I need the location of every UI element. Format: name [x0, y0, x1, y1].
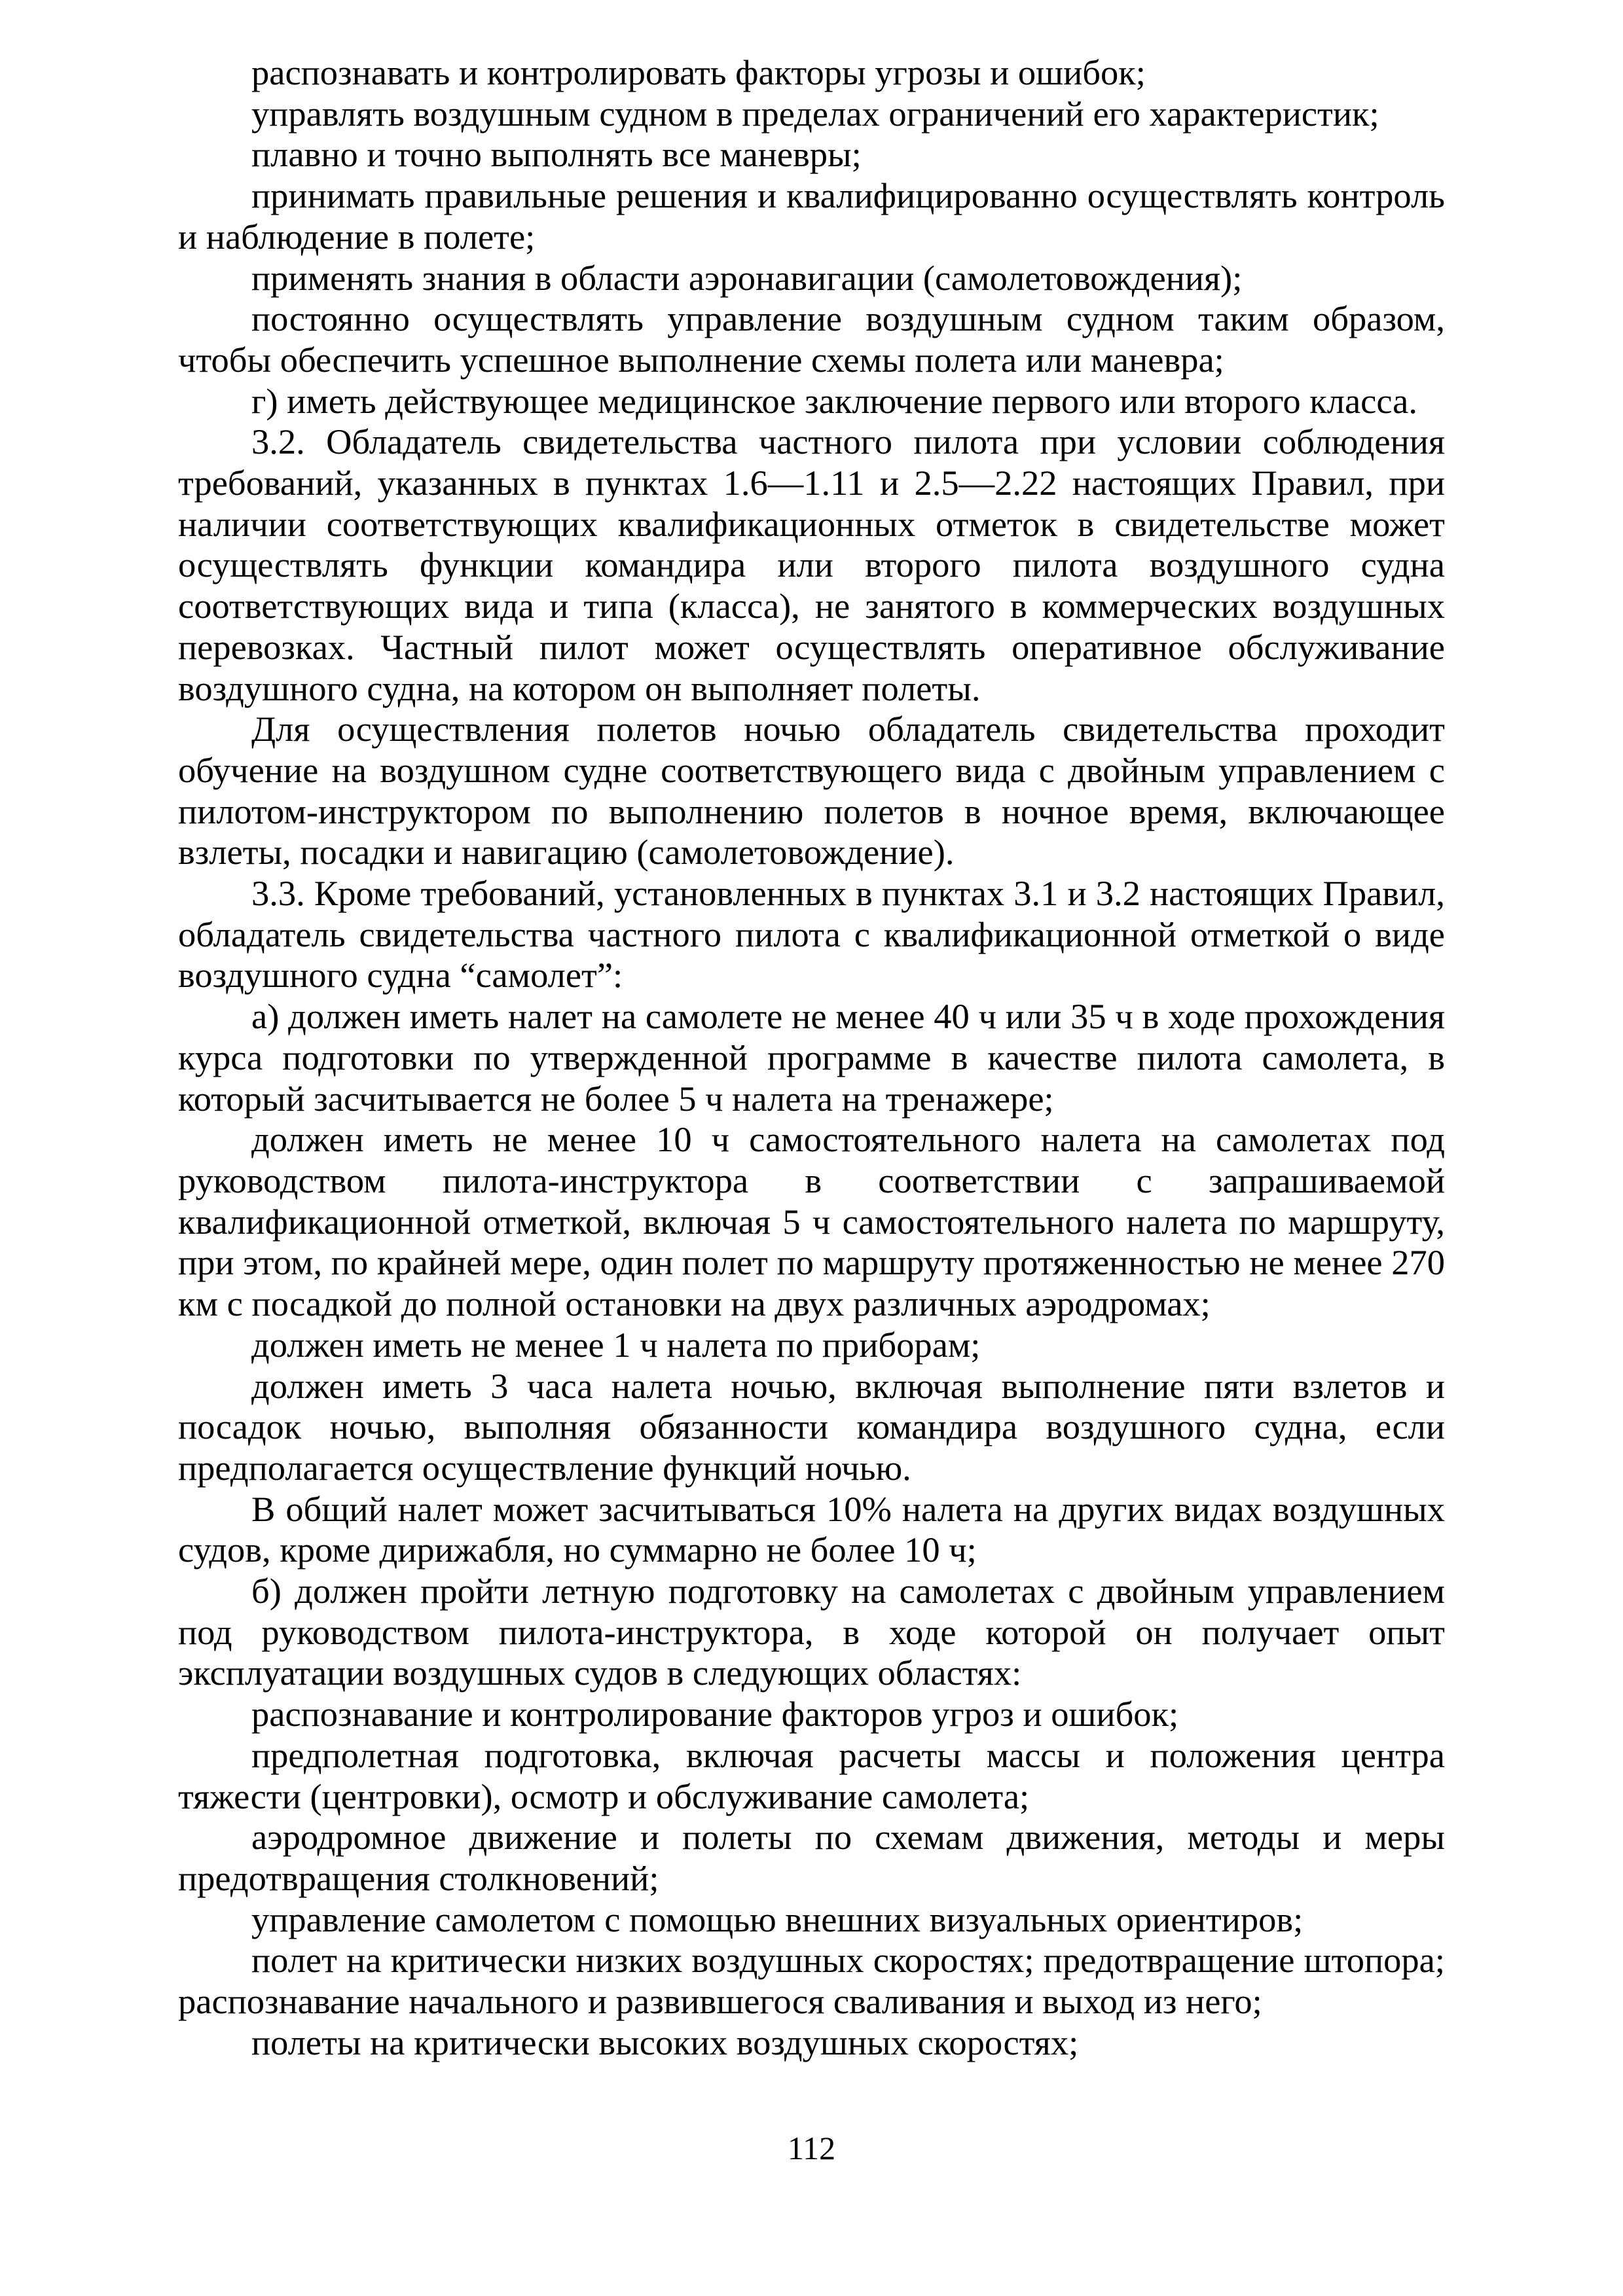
paragraph: г) иметь действующее медицинское заключение первого или второго класса. [251, 380, 1417, 421]
paragraph: В общий налет может засчитываться 10% налета на других видах воздушных судов, кроме дирижабля, но суммарно не более 10 ч; [178, 1488, 1445, 1570]
paragraph: плавно и точно выполнять все маневры; [251, 134, 862, 175]
paragraph: аэродромное движение и полеты по схемам движения, методы и меры предотвращения столкновений; [178, 1817, 1445, 1898]
paragraph: Для осуществления полетов ночью обладатель свидетельства проходит обучение на воздушном судне соответствующего вида с двойным управлением с пилотом-инструктором по выполнению полетов в ночное время, включающее взлеты, посадки и навигацию (самолетовождение). [178, 709, 1445, 872]
paragraph: распознавать и контролировать факторы угрозы и ошибок; [251, 52, 1146, 92]
paragraph: распознавание и контролирование факторов угроз и ошибок; [251, 1694, 1179, 1734]
paragraph: применять знания в области аэронавигации (самолетовождения); [251, 257, 1243, 298]
paragraph: принимать правильные решения и квалифицированно осуществлять контроль и наблюдение в полете; [178, 175, 1445, 257]
paragraph: должен иметь не менее 1 ч налета по приборам; [251, 1324, 981, 1365]
paragraph: управлять воздушным судном в пределах ограничений его характеристик; [251, 93, 1379, 134]
document-body [178, 52, 1445, 2063]
paragraph: б) должен пройти летную подготовку на самолетах с двойным управлением под руководством пилота-инструктора, в ходе которой он получает опыт эксплуатации воздушных судов в следующих областях: [178, 1571, 1445, 1693]
paragraph: постоянно осуществлять управление воздушным судном таким образом, чтобы обеспечить успешное выполнение схемы полета или маневра; [178, 298, 1445, 380]
paragraph: 3.3. Кроме требований, установленных в пунктах 3.1 и 3.2 настоящих Правил, обладатель свидетельства частного пилота с квалификационной отметкой о виде воздушного судна “самолет”: [178, 873, 1445, 996]
paragraph: должен иметь не менее 10 ч самостоятельного налета на самолетах под руководством пилота-инструктора в соответствии с запрашиваемой квалификационной отметкой, включая 5 ч самостоятельного налета по маршруту, при этом, по крайней мере, один полет по маршруту протяженностью не менее 270 км с посадкой до полной остановки на двух различных аэродромах; [178, 1119, 1445, 1324]
paragraph: управление самолетом с помощью внешних визуальных ориентиров; [251, 1899, 1304, 1939]
paragraph: 3.2. Обладатель свидетельства частного пилота при условии соблюдения требований, указанных в пунктах 1.6—1.11 и 2.5—2.22 настоящих Правил, при наличии соответствующих квалификационных отметок в свидетельстве может осуществлять функции командира или второго пилота воздушного судна соответствующих вида и типа (класса), не занятого в коммерческих воздушных перевозках. Частный пилот может осуществлять оперативное обслуживание воздушного судна, на котором он выполняет полеты. [178, 422, 1445, 708]
paragraph: полеты на критически высоких воздушных скоростях; [251, 2022, 1079, 2062]
paragraph: должен иметь 3 часа налета ночью, включая выполнение пяти взлетов и посадок ночью, выполняя обязанности командира воздушного судна, если предполагается осуществление функций ночью. [178, 1365, 1445, 1488]
paragraph: а) должен иметь налет на самолете не менее 40 ч или 35 ч в ходе прохождения курса подготовки по утвержденной программе в качестве пилота самолета, в который засчитывается не более 5 ч налета на тренажере; [178, 996, 1445, 1119]
paragraph: полет на критически низких воздушных скоростях; предотвращение штопора; распознавание начального и развившегося сваливания и выход из него; [178, 1940, 1445, 2022]
page-number: 112 [787, 2130, 836, 2166]
paragraph: предполетная подготовка, включая расчеты массы и положения центра тяжести (центровки), осмотр и обслуживание самолета; [178, 1734, 1445, 1816]
